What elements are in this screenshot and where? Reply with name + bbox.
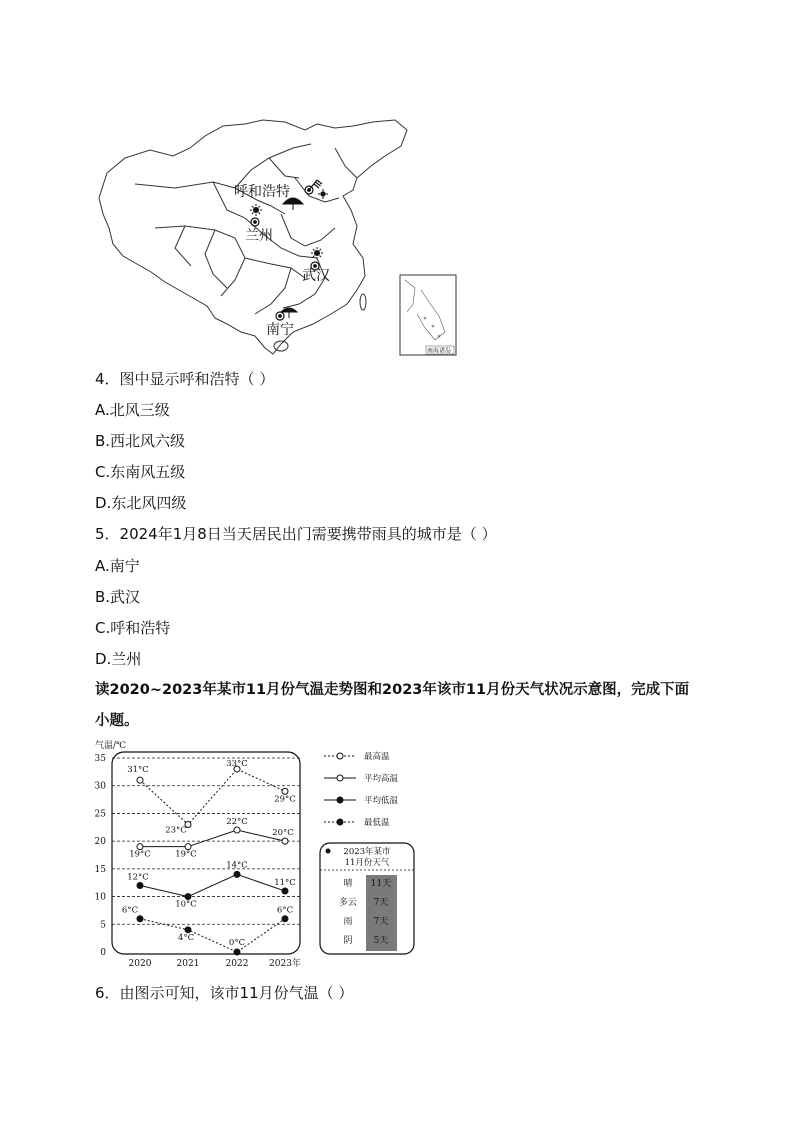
data-point <box>234 827 240 833</box>
data-label: 20°C <box>272 828 294 839</box>
weather-box-pin <box>326 849 331 854</box>
weather-type: 多云 <box>338 898 358 908</box>
question-6-stem: 6．由图示可知，该市11月份气温（ ） <box>95 984 354 1002</box>
data-label: 10°C <box>175 899 197 910</box>
data-label: 19°C <box>175 849 197 860</box>
city-label-huhehaote: 呼和浩特 <box>234 184 290 200</box>
data-label: 22°C <box>226 817 248 828</box>
y-tick-label: 20 <box>94 837 106 848</box>
q5-option-d[interactable]: D.兰州 <box>95 650 142 668</box>
data-label: 31°C <box>127 765 149 776</box>
y-tick-label: 35 <box>94 754 106 764</box>
data-point <box>282 888 288 894</box>
weather-days: 5天 <box>373 936 389 946</box>
data-point <box>234 871 240 877</box>
data-point <box>137 777 143 783</box>
data-label: 6°C <box>121 905 139 916</box>
weather-type: 晴 <box>343 879 353 889</box>
weather-box-subtitle: 11月份天气 <box>344 858 390 868</box>
data-label: 0°C <box>228 938 246 948</box>
y-tick-label: 15 <box>94 864 106 875</box>
temperature-chart <box>92 738 422 970</box>
wind-barb-icon <box>309 180 322 190</box>
q5-option-b[interactable]: B.武汉 <box>95 588 141 606</box>
legend-label: 平均高温 <box>364 774 399 784</box>
data-label: 11°C <box>274 878 296 889</box>
south-china-sea-inset <box>400 275 456 355</box>
y-tick-label: 10 <box>94 892 106 903</box>
city-label-wuhan: 武汉 <box>302 268 330 284</box>
y-tick-label: 30 <box>94 781 106 792</box>
legend-marker <box>337 775 343 781</box>
x-tick-label: 2022 <box>225 959 249 969</box>
y-tick-label: 5 <box>100 920 106 931</box>
q4-option-a[interactable]: A.北风三级 <box>95 401 170 419</box>
x-tick-label: 2021 <box>176 959 200 969</box>
series-line-1 <box>140 830 285 847</box>
china-weather-map <box>95 118 465 358</box>
data-label: 23°C <box>165 825 187 836</box>
x-tick-label: 2020 <box>128 959 152 969</box>
data-label: 14°C <box>226 860 248 871</box>
q4-option-d[interactable]: D.东北风四级 <box>95 494 187 512</box>
y-axis-label: 气温/℃ <box>95 741 127 751</box>
weather-type: 雨 <box>343 917 353 927</box>
data-label: 29°C <box>274 794 296 805</box>
q5-option-c[interactable]: C.呼和浩特 <box>95 619 171 637</box>
sun-icon <box>318 189 328 199</box>
q4-option-c[interactable]: C.东南风五级 <box>95 463 186 481</box>
series-line-3 <box>140 919 285 952</box>
sun-icon <box>250 204 262 216</box>
data-point <box>282 838 288 844</box>
data-point <box>282 916 288 922</box>
data-point <box>137 916 143 922</box>
data-label: 33°C <box>226 759 248 770</box>
q5-option-a[interactable]: A.南宁 <box>95 557 140 575</box>
weather-days: 11天 <box>370 879 392 889</box>
weather-box-title: 2023年某市 <box>343 847 391 857</box>
data-label: 19°C <box>129 849 151 860</box>
legend-marker <box>337 797 343 803</box>
legend-label: 最低温 <box>364 818 390 828</box>
data-label: 4°C <box>177 932 195 943</box>
legend-label: 最高温 <box>364 752 390 762</box>
material-intro-cont: 小题。 <box>95 713 139 729</box>
weather-days: 7天 <box>373 898 389 908</box>
material-intro: 读2020~2023年某市11月份气温走势图和2023年该市11月份天气状况示意图，完成下面 <box>95 682 690 698</box>
y-tick-label: 25 <box>94 809 106 820</box>
y-tick-label: 0 <box>100 948 106 958</box>
question-5-stem: 5．2024年1月8日当天居民出门需要携带雨具的城市是（ ） <box>95 525 497 543</box>
question-4-stem: 4．图中显示呼和浩特（ ） <box>95 370 275 388</box>
weather-days: 7天 <box>373 917 389 927</box>
inset-label: 南海诸岛 <box>427 347 452 355</box>
legend-label: 平均低温 <box>364 796 399 806</box>
data-label: 6°C <box>276 905 294 916</box>
series-line-2 <box>140 874 285 896</box>
data-point <box>234 949 240 955</box>
city-label-nanning: 南宁 <box>266 322 294 338</box>
data-label: 12°C <box>127 872 149 883</box>
x-tick-label: 2023年 <box>269 959 301 969</box>
data-point <box>137 882 143 888</box>
temperature-chart-svg <box>92 738 422 970</box>
hainan-island <box>274 341 288 351</box>
series-line-0 <box>140 769 285 824</box>
weather-type: 阴 <box>343 936 353 946</box>
legend-marker <box>337 819 343 825</box>
taiwan-island <box>360 294 366 310</box>
q4-option-b[interactable]: B.西北风六级 <box>95 432 186 450</box>
city-label-lanzhou: 兰州 <box>245 228 273 244</box>
china-outline-map <box>95 118 465 358</box>
legend-marker <box>337 753 343 759</box>
